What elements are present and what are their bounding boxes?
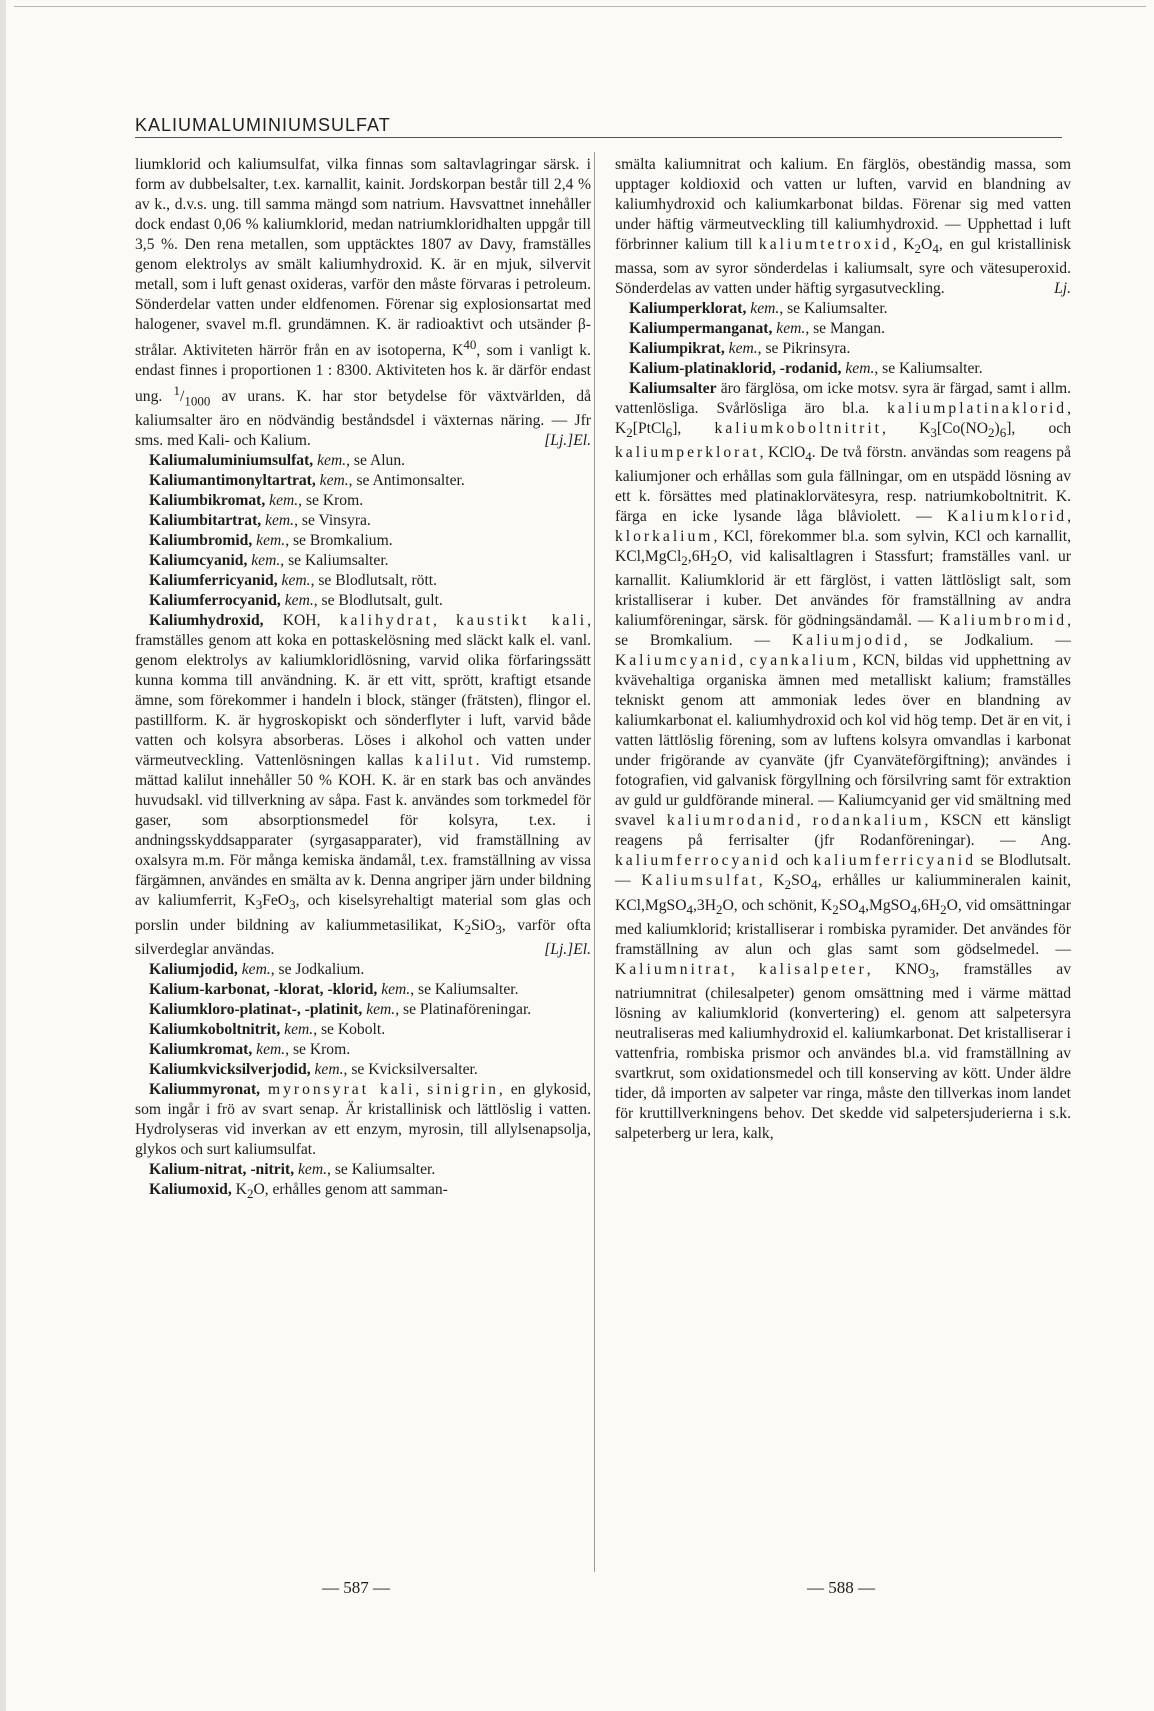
top-edge-rule <box>14 6 1146 7</box>
continued-paragraph: smälta kaliumnitrat och kalium. En färglös, obeständig massa, som upptager koldioxid och vatten ur luften, varvid en blandning av kaliumhydroxid och kaliumkarbonat bildas. Förenar sig med vatten under häftig värmeutveckling till kaliumhydroxid. — Upphettad i luft förbrinner kalium till kaliumtetroxid, $K_2O_4$, en gul kristallinisk massa, som av syror sönderdelas i kaliumsalt, syre och vätesuperoxid. Sönderdelas av vatten under häftig syrgasutveckling. Lj. <box>615 156 1072 298</box>
dictionary-entry: Kaliumoxid, $K_2O$, erhålles genom att samman- <box>149 1180 448 1201</box>
dictionary-entry: Kaliumbitartrat, kem., se Vinsyra. <box>149 512 371 530</box>
dictionary-entry: Kaliumbromid, kem., se Bromkalium. <box>149 532 393 550</box>
dictionary-entry: Kaliumkromat, kem., se Krom. <box>149 1040 351 1058</box>
dictionary-entry: Kaliumpermanganat, kem., se Mangan. <box>629 320 885 338</box>
author-signature: [Lj.]El. <box>544 940 591 958</box>
dictionary-entry: Kaliumantimonyltartrat, kem., se Antimonsalter. <box>149 472 465 490</box>
left-column <box>135 155 591 1204</box>
dictionary-entry: Kaliummyronat, myronsyrat kali, sinigrin, en glykosid, som ingår i frö av svart senap. Är kristallinisk och lättlöslig i vatten. Hydrolyseras vid inverkan av ett enzym, myrosin, till allylsenapsolja, glykos och surt kaliumsulfat. <box>135 1080 592 1158</box>
dictionary-entry: Kaliumhydroxid, KOH, kalihydrat, kaustikt kali, framställes genom att koka en pottaskelösning med släckt kalk el. vanl. genom elektrolys av kaliumkloridlösning, varvid olika förfaringssätt kunna komma till användning. K. är ett vitt, sprött, kraftigt etsande ämne, som förekommer i handeln i block, stänger (frätsten), flingor el. pastillform. K. är hygroskopiskt och sönderflyter i luft, varvid både vatten och kolsyra absorberas. Löses i alkohol och vatten under värmeutveckling. Vattenlösningen kallas kalilut. Vid rumstemp. mättad kalilut innehåller 50 % KOH. K. är en stark bas och användes huvudsakl. vid tillverkning av såpa. Fast k. användes som torkmedel för gaser, som absorptionsmedel för kolsyra, t.ex. i andningsskyddsapparater (syrgasapparater), vid framställning av oxalsyra m.m. För många kemiska ändamål, t.ex. framställning av vissa färgämnen, användes en smälta av k. Denna angriper järn under bildning av kaliumferrit, $K_3FeO_3$, och kiselsyrehaltigt material som glas och porslin under bildning av kaliummetasilikat, $K_2SiO_3$, varför ofta silverdeglar användas. [Lj.]El. <box>135 612 591 958</box>
continued-paragraph: liumklorid och kaliumsulfat, vilka finnas som saltavlagringar särsk. i form av dubbelsalter, t.ex. karnallit, kainit. Jordskorpan består till 2,4 % av k., d.v.s. ung. till samma mängd som natrium. Havsvattnet innehåller dock endast 0,06 % kaliumklorid, medan natriumkloridhalten uppgår till 3,5 %. Den rena metallen, som upptäcktes 1807 av Davy, framställes genom elektrolys av smält kaliumhydroxid. K. är en mjuk, silvervit metall, som i luft genast oxideras, varför den måste förvaras i petroleum. Sönderdelar vatten under eldfenomen. Förenar sig explosionsartat med halogener, svavel m.fl. grundämnen. K. är radioaktivt och utsänder β-strålar. Aktiviteten härrör från en av isotoperna, $K^{40}$, som i vanligt k. endast finnes i proportionen 1 : 8300. Aktiviteten hos k. är därför endast ung. $^1/_{1000}$ av urans. K. har stor betydelse för växtvärlden, då kaliumsalter äro en nödvändig beståndsdel i växternas näring. — Jfr sms. med Kali- och Kalium. [Lj.]El. <box>135 156 592 450</box>
dictionary-entry: Kaliumferricyanid, kem., se Blodlutsalt, rött. <box>149 572 438 590</box>
page-number-left: — 587 — <box>322 1578 390 1597</box>
dictionary-entry: Kaliumbikromat, kem., se Krom. <box>149 492 364 510</box>
header-rule <box>135 137 1062 138</box>
dictionary-entry: Kaliumkvicksilverjodid, kem., se Kvicksilversalter. <box>149 1060 478 1078</box>
dictionary-entry: Kaliumferrocyanid, kem., se Blodlutsalt, gult. <box>149 592 443 610</box>
dictionary-entry: Kaliumaluminiumsulfat, kem., se Alun. <box>149 452 406 470</box>
page-number-right: — 588 — <box>807 1578 875 1597</box>
right-column <box>615 155 1071 1144</box>
dictionary-entry: Kalium-platinaklorid, -rodanid, kem., se Kaliumsalter. <box>629 360 983 378</box>
dictionary-entry: Kaliumkloro-platinat-, -platinit, kem., se Platinaföreningar. <box>149 1000 532 1018</box>
dictionary-entry: Kalium-nitrat, -nitrit, kem., se Kaliumsalter. <box>149 1160 436 1178</box>
author-signature: [Lj.]El. <box>544 432 591 450</box>
dictionary-entry: Kaliumcyanid, kem., se Kaliumsalter. <box>149 552 389 570</box>
dictionary-entry: Kaliumsalter äro färglösa, om icke motsv. syra är färgad, samt i allm. vattenlösliga. Svårlösliga äro bl.a. kaliumplatinaklorid, $K_2[PtCl_6]$, kaliumkoboltnitrit, $K_3[Co(NO_2)_6]$, och kaliumperklorat, KClO$_4$. De två förstn. användas som reagens på kaliumjoner och erhållas som gula fällningar, om en utspädd lösning av ett k. försättes med platinaklorvätesyra, resp. natriumkoboltnitrit. K. färga en icke lysande låga blåviolett. — Kaliumklorid, klorkalium, KCl, förekommer bl.a. som sylvin, KCl och karnallit, $KCl,MgCl_2,6H_2O$, vid kalisaltlagren i Stassfurt; framställes vanl. ur karnallit. Kaliumklorid är ett färglöst, i vatten lättlösligt salt, som kristalliserar i kuber. Det användes för framställning av andra kaliumföreningar, särsk. för gödningsändamål. — Kaliumbromid, se Bromkalium. — Kaliumjodid, se Jodkalium. — Kaliumcyanid, cyankalium, KCN, bildas vid upphettning av kvävehaltiga organiska ämnen med metalliskt kalium; framställes tekniskt genom att ammoniak ledes över en blandning av kaliumkarbonat el. kaliumhydroxid och kol vid hög temp. Det är en vit, i vatten lättlöslig förening, som av luftens kolsyra omvandlas i karbonat under frigörande av cyanväte (jfr Cyanväteförgiftning); användes i fotografien, vid galvanisk förgyllning och försilvring samt för extraktion av guld ur guldförande mineral. — Kaliumcyanid ger vid smältning med svavel kaliumrodanid, rodankalium, KSCN ett känsligt reagens på ferrisalter (jfr Rodanföreningar). — Ang. kaliumferrocyanid och kaliumferricyanid se Blodlutsalt. — Kaliumsulfat, $K_2SO_4$, erhålles ur kaliummineralen kainit, $KCl,MgSO_4,3H_2O$, och schönit, $K_2SO_4,MgSO_4,6H_2O$, vid omsättningar med kaliumklorid; kristalliserar i rombiska pyramider. Det användes för framställning av alun och glas samt som gödselmedel. — Kaliumnitrat, kalisalpeter, $KNO_3$, framställes av natriumnitrat (chilesalpeter) genom omsättning med i värme mättad lösning av kaliumklorid (konvertering) el. genom att salpetersyra neutraliseras med kaliumhydroxid el. kaliumkarbonat. Det kristalliserar i vattenfria, rombiska prismor och användes bl.a. vid framställning av svartkrut, som oxidationsmedel och till konserving av kött. Under äldre tider, då importen av salpeter var ringa, måste den tillverkas inom landet för kruttillverkningens behov. Det skedde vid salpetersjuderierna i s.k. salpeterberg ur lera, kalk, <box>615 380 1071 1142</box>
dictionary-entry: Kaliumkoboltnitrit, kem., se Kobolt. <box>149 1020 386 1038</box>
running-head: KALIUMALUMINIUMSULFAT <box>135 115 391 135</box>
dictionary-entry: Kaliumjodid, kem., se Jodkalium. <box>149 960 365 978</box>
dictionary-entry: Kaliumperklorat, kem., se Kaliumsalter. <box>629 300 888 318</box>
author-signature: Lj. <box>1054 280 1071 298</box>
dictionary-entry: Kalium-karbonat, -klorat, -klorid, kem., se Kaliumsalter. <box>149 980 519 998</box>
dictionary-entry: Kaliumpikrat, kem., se Pikrinsyra. <box>629 340 851 358</box>
column-divider <box>594 152 595 1572</box>
